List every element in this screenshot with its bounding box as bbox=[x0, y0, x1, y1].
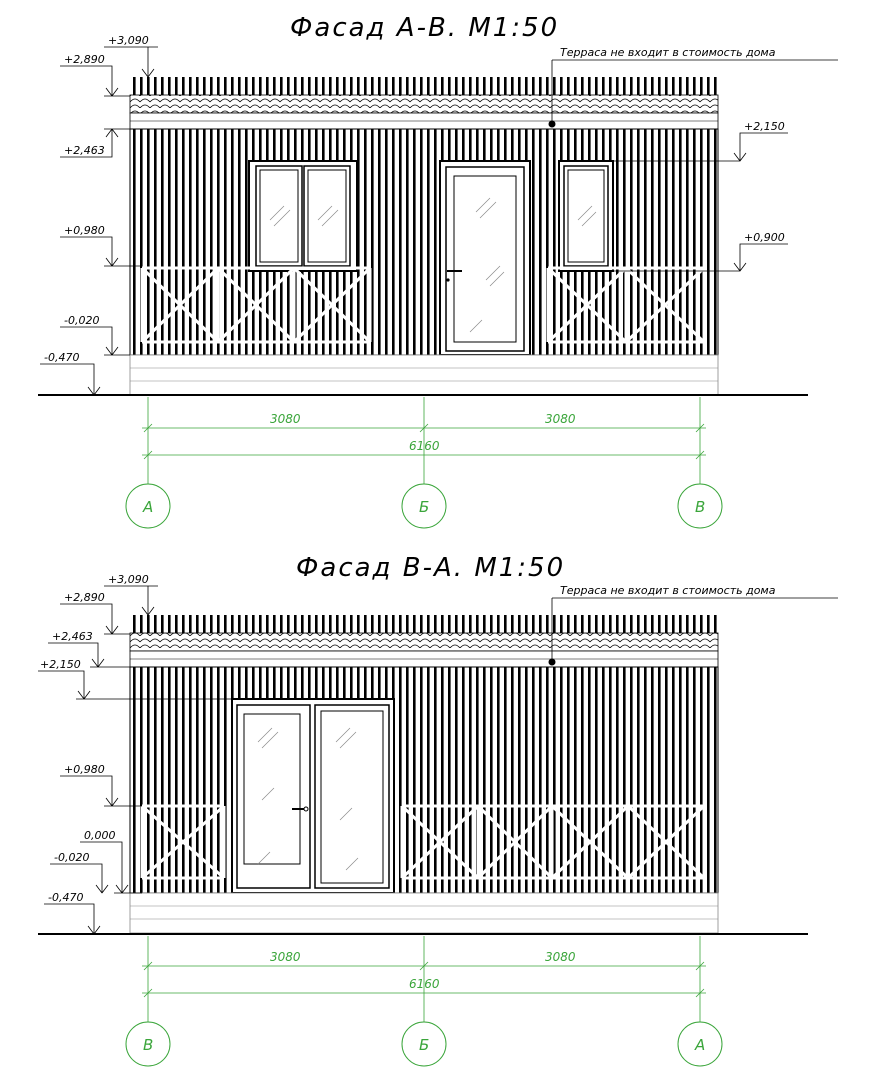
door-top bbox=[440, 161, 530, 355]
level-top-r2150: +2,150 bbox=[744, 120, 785, 133]
level-bottom-m0020: -0,020 bbox=[54, 851, 90, 864]
level-top-0980: +0,980 bbox=[64, 224, 105, 237]
level-bottom-0000: 0,000 bbox=[84, 829, 116, 842]
foundation-top bbox=[130, 355, 718, 395]
facade-bottom-title: Фасад В-А. М1:50 bbox=[296, 553, 566, 583]
axis-bottom-3: А bbox=[695, 1036, 706, 1054]
level-top-r0900: +0,900 bbox=[744, 231, 785, 244]
roof-bottom bbox=[130, 615, 718, 635]
window-right-top bbox=[559, 161, 613, 271]
level-bottom-2463: +2,463 bbox=[52, 630, 93, 643]
dim-top-total: 6160 bbox=[409, 439, 440, 453]
level-bottom-0980: +0,980 bbox=[64, 763, 105, 776]
facade-bottom bbox=[38, 553, 838, 1066]
level-bottom-m0470: -0,470 bbox=[48, 891, 84, 904]
dim-top-2: 3080 bbox=[545, 412, 576, 426]
dim-bottom-2: 3080 bbox=[545, 950, 576, 964]
dim-bottom-1: 3080 bbox=[270, 950, 301, 964]
level-top-3090: +3,090 bbox=[108, 34, 149, 47]
level-bottom-2890: +2,890 bbox=[64, 591, 105, 604]
axis-top-1: А bbox=[143, 498, 154, 516]
level-bottom-2150: +2,150 bbox=[40, 658, 81, 671]
double-door-bottom bbox=[232, 699, 394, 893]
facade-top bbox=[38, 13, 838, 528]
level-top-2890: +2,890 bbox=[64, 53, 105, 66]
terrace-note-top: Терраса не входит в стоимость дома bbox=[560, 46, 776, 59]
level-bottom-3090: +3,090 bbox=[108, 573, 149, 586]
axis-bottom-2: Б bbox=[419, 1036, 430, 1054]
level-top-2463: +2,463 bbox=[64, 144, 105, 157]
axis-top-3: В bbox=[695, 498, 706, 516]
level-top-m0020: -0,020 bbox=[64, 314, 100, 327]
roof-top bbox=[130, 77, 718, 97]
foundation-bottom bbox=[130, 893, 718, 933]
dim-top-1: 3080 bbox=[270, 412, 301, 426]
dim-bottom-total: 6160 bbox=[409, 977, 440, 991]
axis-bottom-1: В bbox=[143, 1036, 154, 1054]
axis-top-2: Б bbox=[419, 498, 430, 516]
window-left-top bbox=[249, 161, 357, 271]
facade-top-title: Фасад А-В. М1:50 bbox=[290, 13, 560, 43]
level-top-m0470: -0,470 bbox=[44, 351, 80, 364]
terrace-note-bottom: Терраса не входит в стоимость дома bbox=[560, 584, 776, 597]
